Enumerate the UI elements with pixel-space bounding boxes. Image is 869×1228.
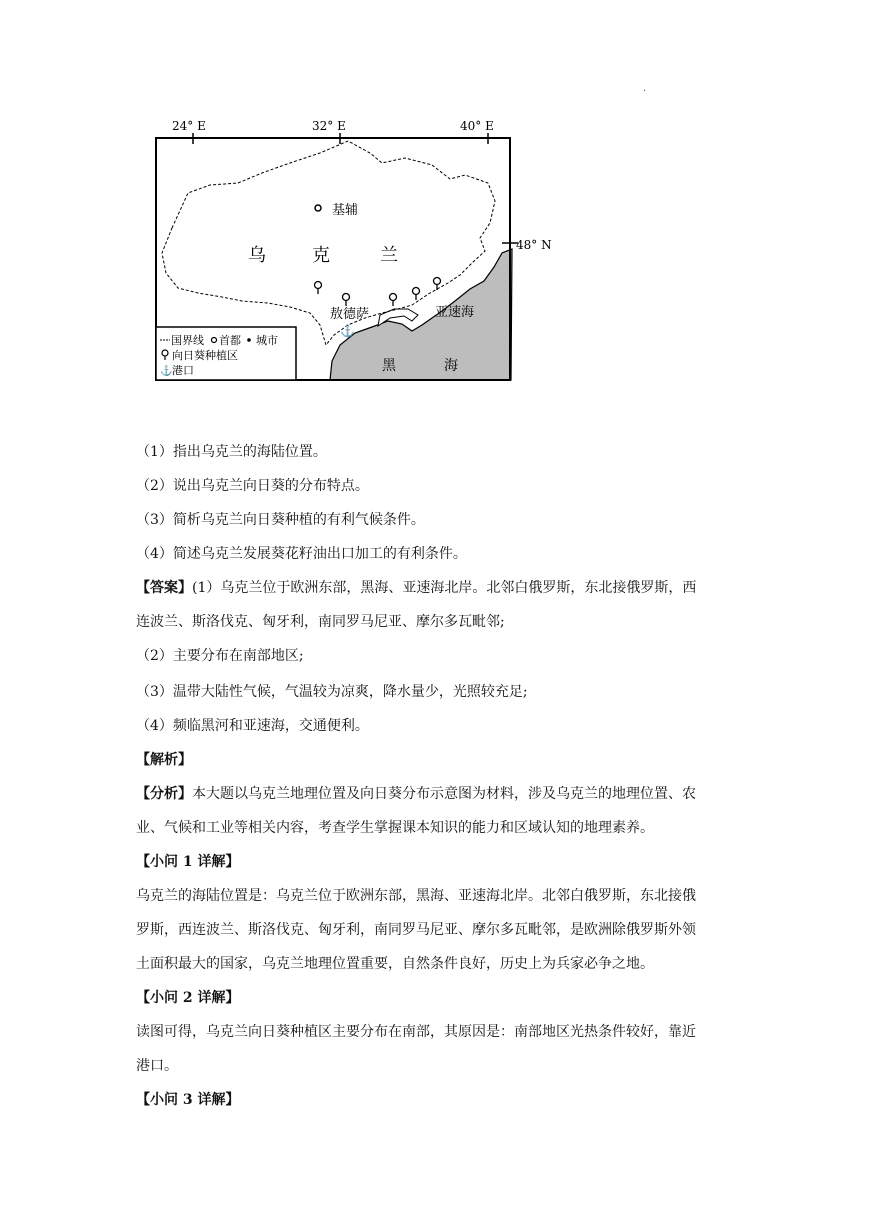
legend-port: 港口 [172, 364, 194, 377]
answer-tag: 【答案】 [136, 580, 192, 596]
analysis-tag: 【解析】 [136, 752, 192, 768]
q1-line-1: 乌克兰的海陆位置是：乌克兰位于欧洲东部，黑海、亚速海北岸。北邻白俄罗斯，东北接俄 [136, 888, 696, 904]
black-sea-label-1: 黑 [382, 358, 396, 374]
fenxi-text-1: 本大题以乌克兰地理位置及向日葵分布示意图为材料，涉及乌克兰的地理位置、农 [192, 786, 696, 802]
ukraine-map [150, 113, 570, 385]
q1-line-3: 土面积最大的国家，乌克兰地理位置重要，自然条件良好，历史上为兵家必争之地。 [136, 956, 654, 972]
answer-text-1: (1）乌克兰位于欧洲东部，黑海、亚速海北岸。北邻白俄罗斯，东北接俄罗斯，西 [192, 580, 697, 596]
question-3: （3）简析乌克兰向日葵种植的有利气候条件。 [136, 512, 425, 528]
fenxi-line-1 [136, 784, 696, 804]
lat-label-48: 48° N [516, 238, 552, 252]
question-4: （4）简述乌克兰发展葵花籽油出口加工的有利条件。 [136, 546, 467, 562]
q1-line-2: 罗斯，西连波兰、斯洛伐克、匈牙利，南同罗马尼亚、摩尔多瓦毗邻，是欧洲除俄罗斯外领 [136, 922, 696, 938]
sunflower-icon [390, 294, 397, 307]
fenxi-tag: 【分析】 [136, 786, 192, 802]
port-city-label: 敖德萨 [330, 307, 370, 322]
answer-line-5: （4）频临黑河和亚速海，交通便利。 [136, 718, 369, 734]
lon-label-40: 40° E [460, 119, 494, 133]
sunflower-icon [413, 288, 420, 301]
azov-sea-label: 亚速海 [435, 305, 475, 320]
svg-text:⚓: ⚓ [160, 366, 173, 377]
question-2: （2）说出乌克兰向日葵的分布特点。 [136, 478, 369, 494]
map-legend [156, 327, 296, 380]
question-1: （1）指出乌克兰的海陆位置。 [136, 444, 327, 460]
lon-label-32: 32° E [312, 119, 346, 133]
answer-line-2: 连波兰、斯洛伐克、匈牙利，南同罗马尼亚、摩尔多瓦毗邻; [136, 614, 505, 630]
country-char-3: 兰 [380, 245, 398, 266]
answer-line-4: （3）温带大陆性气候，气温较为凉爽，降水量少，光照较充足; [136, 684, 528, 700]
q3-detail-tag: 【小问 3 详解】 [136, 1092, 240, 1108]
lon-label-24: 24° E [172, 119, 206, 133]
q2-line-1: 读图可得，乌克兰向日葵种植区主要分布在南部，其原因是：南部地区光热条件较好，靠近 [136, 1024, 696, 1040]
page-mark: · [643, 86, 647, 97]
answer-line-1 [136, 578, 696, 598]
black-sea-label-2: 海 [444, 358, 458, 374]
legend-city: 城市 [256, 334, 278, 347]
capital-label: 基辅 [332, 203, 359, 218]
sunflower-icon [343, 294, 350, 307]
answer-line-3: （2）主要分布在南部地区; [136, 648, 304, 664]
q2-detail-tag: 【小问 2 详解】 [136, 990, 240, 1006]
legend-sunflower: 向日葵种植区 [172, 349, 238, 362]
legend-capital: 首都 [219, 334, 241, 347]
fenxi-line-2: 业、气候和工业等相关内容，考查学生掌握课本知识的能力和区域认知的地理素养。 [136, 820, 654, 836]
capital-marker [315, 205, 321, 211]
anchor-icon: ⚓ [340, 324, 355, 338]
q1-detail-tag: 【小问 1 详解】 [136, 854, 240, 870]
legend-border: 国界线 [171, 334, 204, 347]
country-char-1: 乌 [248, 245, 266, 266]
sunflower-markers [315, 278, 441, 307]
q2-line-2: 港口。 [136, 1058, 178, 1074]
country-char-2: 克 [312, 245, 330, 266]
sunflower-icon [315, 282, 322, 295]
